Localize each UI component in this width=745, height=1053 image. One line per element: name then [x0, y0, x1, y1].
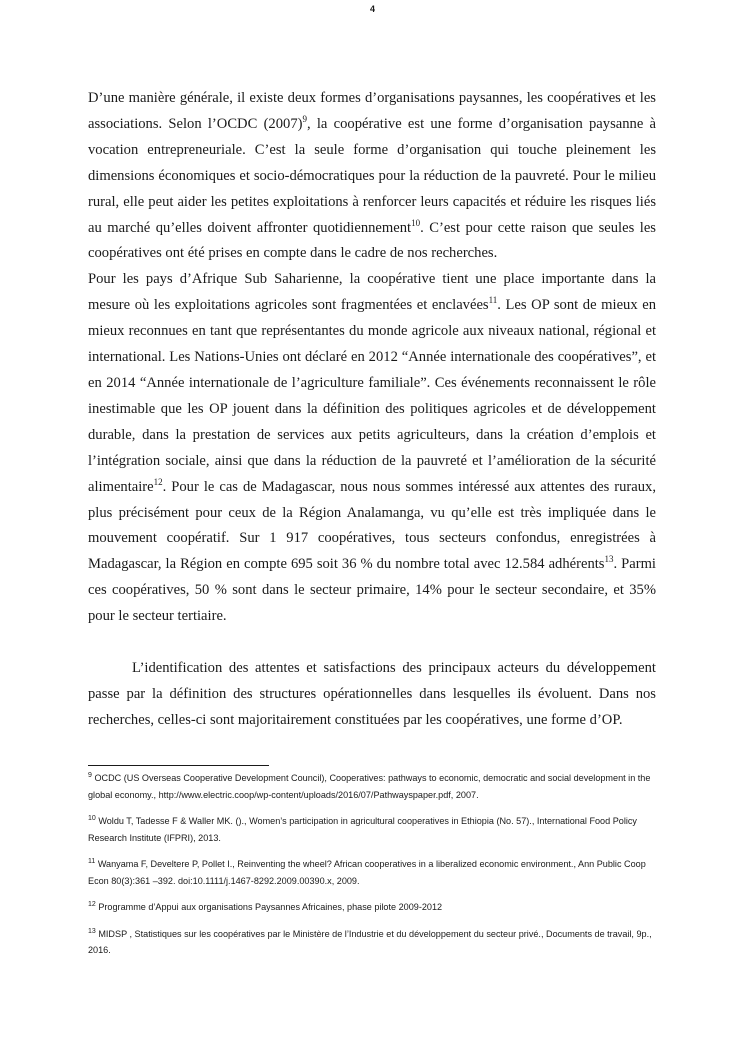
footnote-10: [88, 813, 660, 846]
paragraph-1-text-c: . C’est pour cette raison que seules les coopératives ont été prises en compte dans le cadre de nos recherches.: [88, 219, 656, 262]
footnote-13: [88, 926, 660, 959]
footnote-text: Programme d’Appui aux organisations Paysannes Africaines, phase pilote 2009-2012: [98, 902, 443, 912]
footnote-number: 11: [88, 858, 96, 865]
footnote-ref-10[interactable]: 10: [411, 217, 421, 228]
footnote-number: 12: [88, 901, 96, 908]
footnote-number: 13: [88, 927, 96, 935]
footnote-ref-11[interactable]: 11: [488, 295, 498, 306]
footnote-text: Woldu T, Tadesse F & Waller MK. ()., Women’s participation in agricultural cooperatives in Ethiopia (No. 57)., International Food Policy Research Institute (IFPRI), 2013.: [88, 816, 637, 843]
paragraph-1: [88, 86, 656, 267]
paragraph-2-text-a: Pour les pays d’Afrique Sub Saharienne, la coopérative tient une place importante dans la mesure où les exploitations agricoles sont fragmentées et enclavées: [88, 271, 656, 314]
paragraph-1-text-a: D’une manière générale, il existe deux formes d’organisations paysannes, les coopératives et les associations. Selon l’OCDC (2007): [88, 90, 656, 132]
body-text: [88, 86, 656, 734]
paragraph-2-text-c: . Pour le cas de Madagascar, nous nous sommes intéressé aux attentes des ruraux, plus précisément pour ceux de la Région Analamanga, vu qu’elle est très impliquée dans le mouvement coopératif. Sur 1 917 coopératives, tous secteurs confondus, enregistrées à Madagascar, la Région en compte 695 soit 36 % du nombre total avec 12.584 adhérents: [88, 478, 656, 573]
page-number: 4: [369, 4, 375, 14]
footnote-ref-9[interactable]: 9: [302, 113, 307, 124]
paragraph-3: L’identification des attentes et satisfactions des principaux acteurs du développement passe par la définition des structures opérationnelles dans lesquelles ils évoluent. Dans nos recherches, celles-ci sont majoritairement constituées par les coopératives, une forme d’OP.: [88, 660, 656, 728]
footnote-ref-12[interactable]: 12: [153, 476, 163, 487]
footnote-number: 9: [88, 772, 92, 779]
paragraph-2-text-d: . Parmi ces coopératives, 50 % sont dans le secteur primaire, 14% pour le secteur secondaire, et 35% pour le secteur tertiaire.: [88, 556, 656, 625]
paragraph-2-text-b: . Les OP sont de mieux en mieux reconnues en tant que représentantes du monde agricole aux niveaux national, régional et international. Les Nations-Unies ont déclaré en 2012 “Année internationale des coopératives”, et en 2014 “Année internationale de l’agriculture familiale”. Ces événements reconnaissent le rôle inestimable que les OP jouent dans la définition des politiques agricoles et de développement durable, dans la prestation de services aux petits agriculteurs, dans la création d’emplois et l’intégration sociale, ainsi que dans la réduction de la pauvreté et l’amélioration de la sécurité alimentaire: [88, 297, 656, 495]
footnote-text: OCDC (US Overseas Cooperative Development Council), Cooperatives: pathways to economic, democratic and social development in the global economy., http://www.electric.coop/wp-content/uploads/2016/07/Pathwayspaper.pdf, 2007.: [88, 773, 651, 800]
paragraph-2: [88, 267, 656, 630]
footnote-12: [88, 899, 660, 916]
footnote-11: [88, 856, 660, 889]
footnote-text: Wanyama F, Develtere P, Pollet I., Reinventing the wheel? African cooperatives in a liberalized economic environment., Ann Public Coop Econ 80(3):361 –392. doi:10.1111/j.1467-8292.2009.00390.x, 2009.: [88, 859, 646, 886]
footnotes: [88, 770, 660, 969]
footnote-ref-13[interactable]: 13: [604, 554, 614, 565]
footnote-9: [88, 770, 660, 803]
footnote-number: 10: [88, 815, 96, 822]
footnote-text: MIDSP , Statistiques sur les coopératives par le Ministère de l’Industrie et du développement du secteur privé., Documents de travail, 9p., 2016.: [88, 928, 652, 955]
paragraph-1-text-b: , la coopérative est une forme d’organisation paysanne à vocation entrepreneuriale. C’est la seule forme d’organisation qui touche pleinement les dimensions économiques et socio-démocratiques pour la réduction de la pauvreté. Pour le milieu rural, elle peut aider les petites exploitations à renforcer leurs capacités et réduire les risques liés au marché qu’elles doivent affronter quotidiennement: [88, 115, 657, 236]
paragraph-spacer: [88, 630, 656, 656]
footnote-separator: [88, 765, 269, 766]
